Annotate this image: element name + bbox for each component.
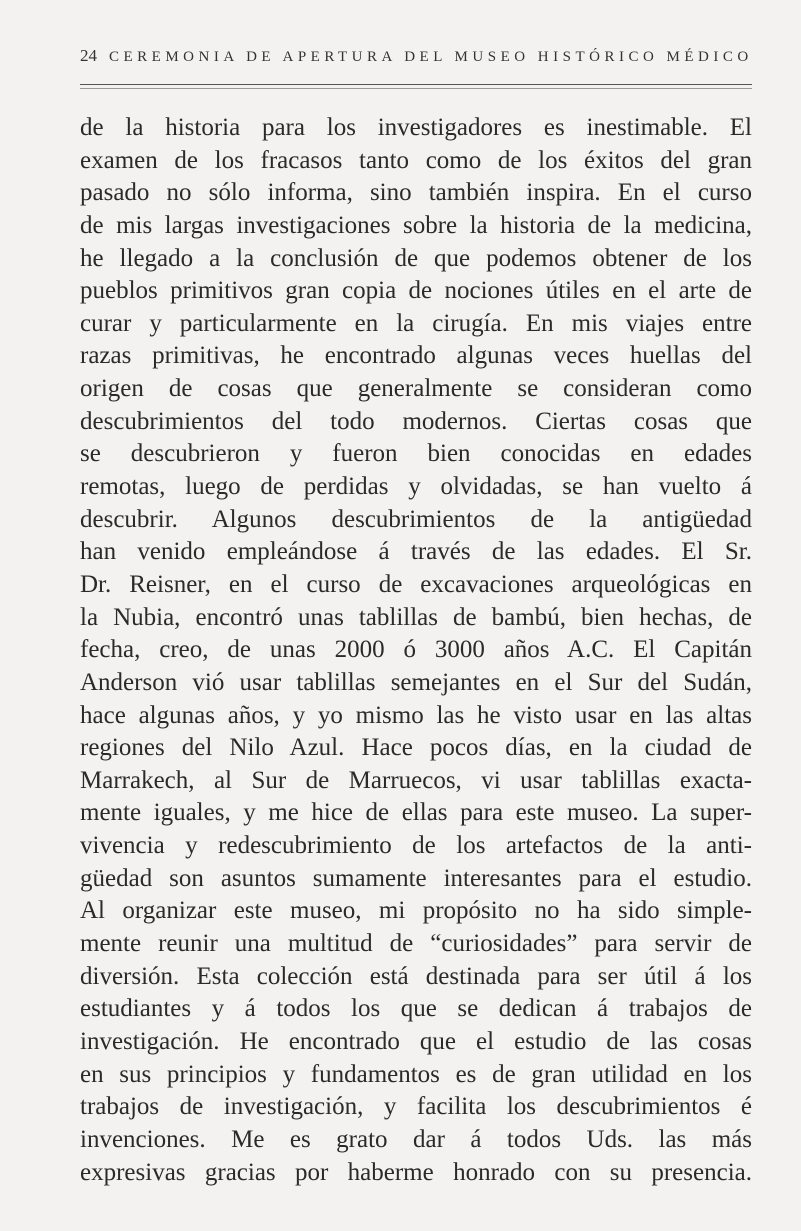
text-line: en sus principios y fundamentos es de gran utilidad en los (80, 1060, 752, 1088)
running-title: CEREMONIA DE APERTURA DEL MUSEO HISTÓRICO MÉDICO (109, 49, 753, 65)
text-line: vivencia y redescubrimiento de los artefactos de la anti- (80, 832, 752, 860)
text-line: origen de cosas que generalmente se consideran como (80, 375, 752, 403)
text-line: Dr. Reisner, en el curso de excavaciones arqueológicas en (80, 570, 752, 598)
text-line: he llegado a la conclusión de que podemos obtener de los (80, 244, 752, 272)
text-line: curar y particularmente en la cirugía. En mis viajes entre (80, 309, 752, 337)
text-line: han venido empleándose á través de las edades. El Sr. (80, 538, 752, 566)
text-line: trabajos de investigación, y facilita los descubrimientos é (80, 1093, 752, 1121)
header-rule-secondary (80, 88, 752, 89)
text-line: hace algunas años, y yo mismo las he visto usar en las altas (80, 701, 752, 729)
text-line: expresivas gracias por haberme honrado con su presencia. (80, 1158, 752, 1186)
text-line: razas primitivas, he encontrado algunas veces huellas del (80, 342, 752, 370)
text-line: la Nubia, encontró unas tablillas de bambú, bien hechas, de (80, 603, 752, 631)
text-line: diversión. Esta colección está destinada para ser útil á los (80, 962, 752, 990)
text-line: Marrakech, al Sur de Marruecos, vi usar tablillas exacta- (80, 766, 752, 794)
page-number: 24 (80, 46, 97, 65)
text-line: mente iguales, y me hice de ellas para este museo. La super- (80, 799, 752, 827)
text-line: fecha, creo, de unas 2000 ó 3000 años A.C. El Capitán (80, 636, 752, 664)
text-line: Al organizar este museo, mi propósito no ha sido simple- (80, 897, 752, 925)
text-line: de la historia para los investigadores es inestimable. El (80, 114, 752, 141)
text-line: se descubrieron y fueron bien conocidas en edades (80, 440, 752, 468)
text-line: de mis largas investigaciones sobre la historia de la medicina, (80, 211, 752, 239)
text-line: examen de los fracasos tanto como de los éxitos del gran (80, 146, 752, 174)
text-line: estudiantes y á todos los que se dedican á trabajos de (80, 995, 752, 1023)
text-line: investigación. He encontrado que el estudio de las cosas (80, 1027, 752, 1055)
text-line: descubrir. Algunos descubrimientos de la antigüedad (80, 505, 752, 533)
text-line: regiones del Nilo Azul. Hace pocos días, en la ciudad de (80, 734, 752, 762)
text-line: descubrimientos del todo modernos. Ciertas cosas que (80, 407, 752, 435)
text-line: pueblos primitivos gran copia de nociones útiles en el arte de (80, 277, 752, 305)
text-line: pasado no sólo informa, sino también inspira. En el curso (80, 179, 752, 207)
text-line: güedad son asuntos sumamente interesantes para el estudio. (80, 864, 752, 892)
body-text (80, 112, 752, 1189)
running-head (80, 46, 752, 66)
text-line: invenciones. Me es grato dar á todos Uds. las más (80, 1125, 752, 1153)
header-rule (80, 84, 752, 85)
text-line: mente reunir una multitud de “curiosidades” para servir de (80, 930, 752, 958)
text-line: remotas, luego de perdidas y olvidadas, se han vuelto á (80, 473, 752, 501)
text-line: Anderson vió usar tablillas semejantes en el Sur del Sudán, (80, 668, 752, 696)
